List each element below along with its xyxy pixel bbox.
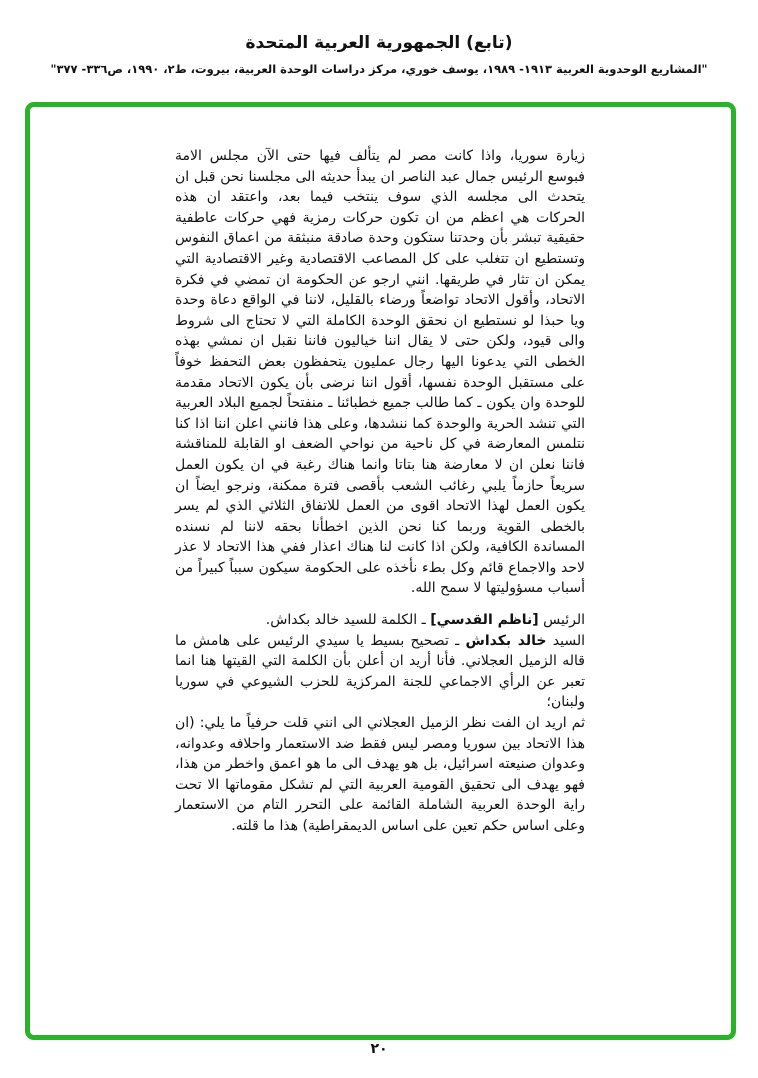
paragraph [175,631,585,713]
paragraph [175,610,585,631]
paragraph-text: السيد [546,632,585,649]
paragraph-text: الرئيس [538,612,585,629]
paragraph-text: زيارة سوريا، واذا كانت مصر لم يتألف فيها حتى الآن مجلس الامة فبوسع الرئيس جمال عبد الناصر ان يبدأ حديثه الى مجلسنا نحن قبل ان يتحدث الى مجلسه الذي سوف ينتخب فيما بعد، واعتقد ان هذه الحركات هي اعظم من ان تكون حركات رمزية فهي حركات عاطفية حقيقية تبشر بأن وحدتنا ستكون وحدة صادقة منبثقة من اعماق النفوس وتستطيع ان تتغلب على كل المصاعب الاقتصادية وغير الاقتصادية التي يمكن ان تثار في طريقها. انني ارجو عن الحكومة ان تمضي في فكرة الاتحاد، وأقول الاتحاد تواضعاً ورضاء بالقليل، لاننا في الواقع دعاة وحدة ويا حبذا لو نستطيع ان نحقق الوحدة الكاملة التي لا تحتاج الى شروط والى قيود، ولكن حتى لا يقال اننا خياليون فاننا نقبل ان نمشي بهذه الخطى التي يدعونا اليها رجال عمليون يتحفظون بعض التحفظ خوفاً على مستقبل الوحدة نفسها، أقول اننا نرضى بأن يكون الاتحاد مقدمة للوحدة وان يكون ـ كما طالب جميع خطبائنا ـ منفتحاً لجميع البلاد العربية التي تنشد الحرية والوحدة كما ننشدها، وعلى هذا فانني اعلن اننا اذا كنا نتلمس المعارضة في كل ناحية من نواحي الضعف او القابلة للمناقشة فاننا نعلن ان لا معارضة هنا بتاتا وانما هناك رغبة في ان يكون العمل سريعاً حازماً يلبي رغائب الشعب بأقصى فترة ممكنة، ونرجو ايضاً ان يكون العمل لهذا الاتحاد اقوى من العمل للاتفاق الثلاثي الذي لم يسر بالخطى القوية وربما كنا نحن الذين اخطأنا بحقه لاننا لم نسنده المساندة الكافية، ولكن اذا كانت لنا هناك اعذار ففي هذا الاتحاد لا عذر لاحد والاجماع قائم وكل بطء نأخذه على الحكومة سيكون سبباً كبيراً من أسباب مسؤوليتها لا سمح الله. [175,148,585,597]
paragraph-text: ـ الكلمة للسيد خالد بكداش. [265,612,431,629]
page-number: ٢٠ [370,1041,388,1057]
citation-line: "المشاريع الوحدوية العربية ١٩١٣- ١٩٨٩، يوسف خوري، مركز دراسات الوحدة العربية، بيروت، ط٢، ١٩٩٠، ص٣٣٦- ٣٧٧" [50,62,708,76]
paragraph-text: ثم اريد ان الفت نظر الزميل العجلاني الى انني قلت حرفياً ما يلي: (ان هذا الاتحاد بين سوريا ومصر ليس فقط ضد الاستعمار واحلافه وعدوانه، وعدوان صنيعته اسرائيل، بل هو يهدف الى ما هو اعمق واخطر من هذا، فهو يهدف الى تحقيق القومية العربية التي لم تشكل مقوماتها الا تحت راية الوحدة العربية الشاملة القائمة على التحرر التام من الاستعمار وعلى اساس حكم تعين على اساس الديمقراطية) هذا ما قلته. [175,715,585,834]
paragraph-text: ـ تصحيح بسيط يا سيدي الرئيس على هامش ما قاله الزميل العجلاني. فأنا أريد ان أعلن بأن الكلمة التي القيتها هنا انما تعبر عن الرأي الاجماعي للجنة المركزية للحزب الشيوعي في سوريا ولبنان؛ [175,632,585,711]
paragraph [175,146,585,599]
speaker-name-bold: خالد بكداش [465,632,547,649]
speaker-name-bold: [ناظم القدسي] [430,612,539,629]
paragraph [175,713,585,837]
body-text [175,146,585,837]
page-title: (تابع) الجمهورية العربية المتحدة [245,33,513,53]
